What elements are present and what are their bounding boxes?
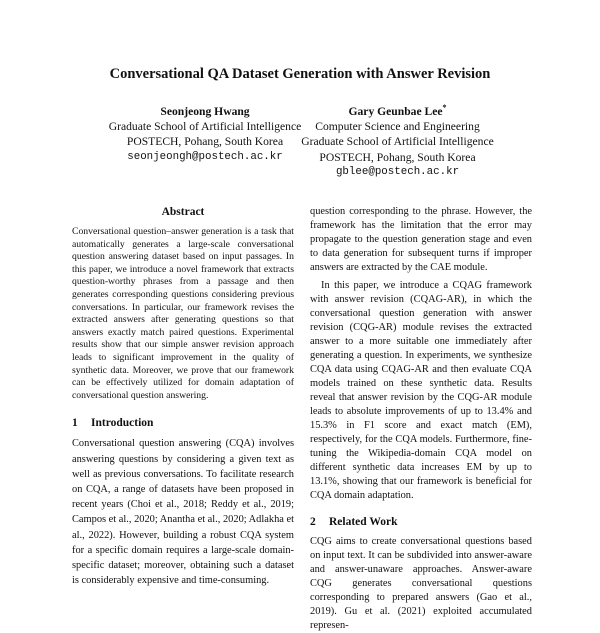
author-email: seonjeongh@postech.ac.kr bbox=[127, 150, 283, 163]
introduction-paragraph: Conversational question answering (CQA) involves answering questions by considering a given text as well as previous conversations. To facilitate research on CQA, a range of datasets have been proposed in recent years (Choi et al., 2018; Reddy et al., 2019; Campos et al., 2020; Anantha et al., 2020; Adlakha et al., 2022). However, building a robust CQA system for a specific domain requires a large-scale domain-specific dataset; moreover, obtaining such a dataset is considerably expensive and time-consuming. bbox=[72, 438, 294, 587]
author-affiliation: Graduate School of Artificial Intelligence bbox=[108, 120, 302, 134]
author-email: gblee@postech.ac.kr bbox=[335, 165, 460, 178]
section-number: 1 bbox=[72, 417, 78, 430]
author-name bbox=[285, 104, 510, 119]
introduction-paragraph: In this paper, we introduce a CQAG framework with answer revision (CQAG-AR), in which the conversational question generation with answer revision (CQG-AR) module revises the extracted answer to a more suitable one immediately after generating a question. In experiments, we synthesize CQA data using CQAG-AR and then evaluate CQA models trained on these synthetic data. Results reveal that answer revision by the CQG-AR module leads to absolute improvements of up to 13.4% and 15.3% in F1 score and exact match (EM), respectively, for the CQA models. Furthermore, fine-tuning the Wikipedia-domain CQA model on different synthetic data increases EM by up to 13.1%, showing that our framework is beneficial for CQA domain adaptation. bbox=[310, 280, 532, 501]
section-heading-related-work bbox=[310, 515, 532, 529]
continuation-paragraph: question corresponding to the phrase. However, the framework has the limitation that the error may propagate to the question generation stage and even to data generation for subsequent turns if improper answers are extracted by the CAE module. bbox=[310, 206, 532, 273]
author-affiliation: POSTECH, Pohang, South Korea bbox=[319, 150, 476, 164]
section-number: 2 bbox=[310, 516, 316, 528]
abstract-heading: Abstract bbox=[161, 206, 205, 218]
author-footnote-marker: * bbox=[442, 103, 447, 113]
left-column bbox=[72, 205, 294, 588]
section-title: Related Work bbox=[329, 516, 398, 528]
section-heading-introduction bbox=[72, 416, 294, 430]
author-name: Seonjeong Hwang bbox=[160, 105, 250, 118]
author-affiliation: Computer Science and Engineering bbox=[315, 120, 480, 134]
abstract-text: Conversational question–answer generation is a task that automatically generates a large-scale conversational question answering dataset based on input passages. In this paper, we introduce a novel framework that extracts question-worthy phrases from a passage and then generates corresponding questions considering previous conversations. In particular, our framework revises the extracted answers after generating questions so that answers exactly match paired questions. Experimental results show that our simple answer revision approach leads to significant improvement in the quality of synthetic data. Moreover, we prove that our framework can be effectively utilized for domain adaptation of conversational question answering. bbox=[72, 226, 294, 401]
paper-title: Conversational QA Dataset Generation with Answer Revision bbox=[109, 66, 491, 82]
author-affiliation: POSTECH, Pohang, South Korea bbox=[126, 135, 284, 149]
right-column bbox=[310, 205, 532, 633]
related-work-paragraph: CQG aims to create conversational questions based on input text. It can be subdivided into answer-aware and answer-unaware approaches. Answer-aware CQG generates conversational questions corresponding to prepared answers (Gao et al., 2019). Gu et al. (2021) exploited accumulated represen- bbox=[310, 536, 532, 631]
author-affiliation: Graduate School of Artificial Intelligence bbox=[301, 135, 494, 149]
author-name-text: Gary Geunbae Lee bbox=[348, 105, 443, 118]
author-block-2 bbox=[285, 104, 510, 180]
section-title: Introduction bbox=[91, 417, 154, 430]
